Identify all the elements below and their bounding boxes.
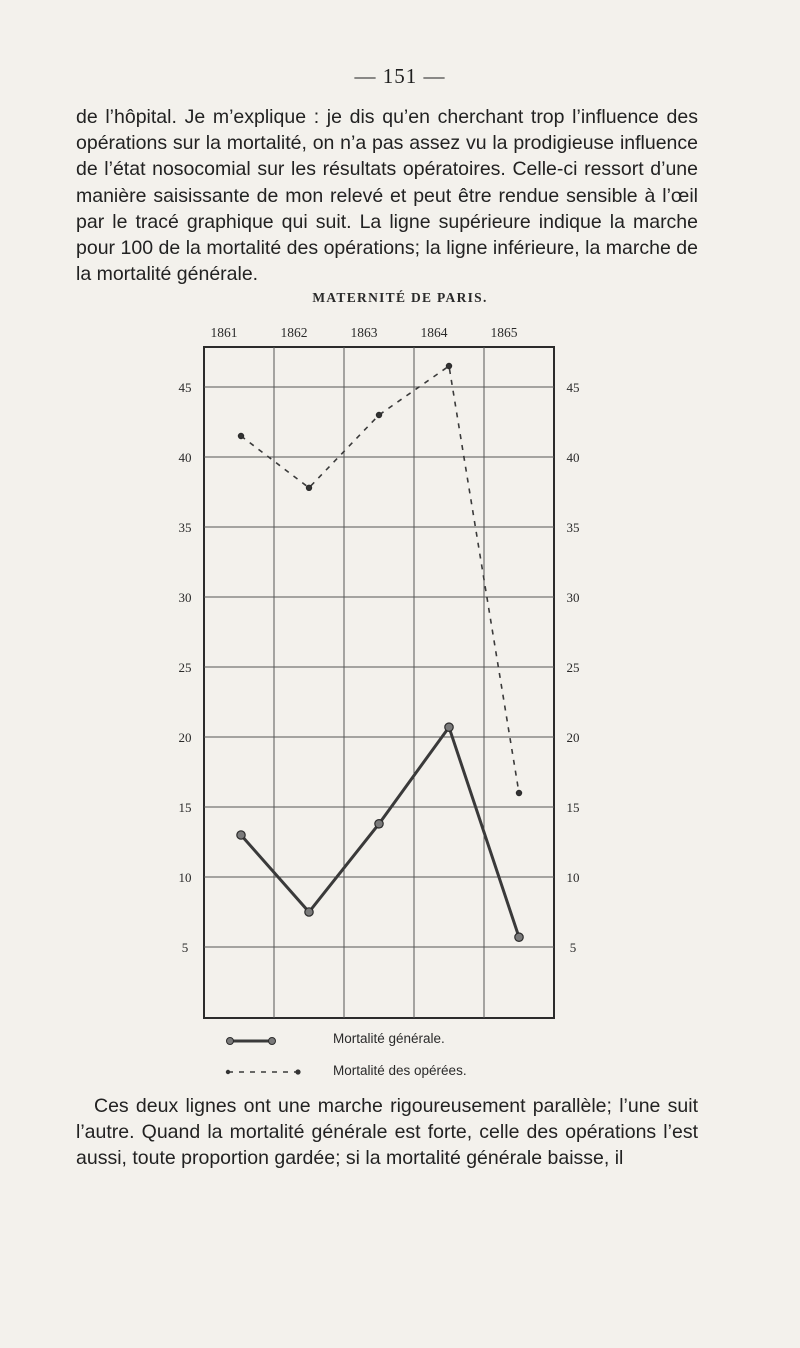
body-paragraph-top: de l’hôpital. Je m’explique : je dis qu’en cherchant trop l’influence des opérations sur la mortalité, on n’a pas assez vu la prodigieuse influence de l’état nosocomial sur les résultats opératoires. Celle-ci ressort d’une manière saisissante de mon relevé et peut être rendue sensible à l’œil par le tracé graphique qui suit. La ligne supérieure indique la marche pour 100 de la mortalité des opérations; la ligne inférieure, la marche de la mortalité générale. (76, 106, 698, 286)
y-tick-label-right: 10 (566, 870, 580, 885)
y-tick-label-right: 20 (566, 730, 580, 745)
page-number: — 151 — (354, 64, 446, 88)
data-point-mortalite-operees (376, 412, 381, 417)
legend-label-mortalite-operees: Mortalité des opérées. (333, 1063, 467, 1078)
chart-title: MATERNITÉ DE PARIS. (312, 290, 488, 305)
y-tick-label-left: 40 (178, 450, 192, 465)
legend-label-mortalite-generale: Mortalité générale. (333, 1031, 445, 1046)
y-tick-label-left: 10 (178, 870, 192, 885)
x-tick-label: 1862 (280, 325, 308, 340)
y-tick-label-right: 30 (566, 590, 580, 605)
x-tick-label: 1863 (350, 325, 378, 340)
x-tick-label: 1865 (490, 325, 518, 340)
legend-marker-mortalite-generale (227, 1038, 234, 1045)
y-tick-label-left: 45 (178, 380, 192, 395)
y-tick-label-left: 5 (181, 940, 189, 955)
data-point-mortalite-generale (237, 831, 245, 839)
data-point-mortalite-generale (445, 723, 453, 731)
data-point-mortalite-operees (306, 485, 311, 490)
data-point-mortalite-generale (305, 908, 313, 916)
data-point-mortalite-operees (238, 433, 243, 438)
y-tick-label-right: 15 (566, 800, 580, 815)
series-line-mortalite-generale (241, 727, 519, 937)
data-point-mortalite-generale (375, 820, 383, 828)
y-tick-label-left: 30 (178, 590, 192, 605)
data-point-mortalite-generale (515, 933, 523, 941)
y-tick-label-right: 35 (566, 520, 580, 535)
chart-frame (204, 347, 554, 1018)
y-tick-label-right: 5 (569, 940, 577, 955)
y-tick-label-left: 25 (178, 660, 192, 675)
y-tick-label-right: 45 (566, 380, 580, 395)
x-tick-label: 1864 (420, 325, 448, 340)
data-point-mortalite-operees (516, 790, 521, 795)
y-tick-label-right: 40 (566, 450, 580, 465)
y-tick-label-left: 20 (178, 730, 192, 745)
legend-marker-mortalite-operees (295, 1069, 300, 1074)
series-line-mortalite-operees (241, 366, 519, 793)
body-paragraph-bottom: Ces deux lignes ont une marche rigoureusement parallèle; l’une suit l’autre. Quand la mortalité générale est forte, celle des opérations l’est aussi, toute proportion gardée; si la mortalité générale baisse, il (76, 1095, 698, 1170)
y-tick-label-left: 15 (178, 800, 192, 815)
y-tick-label-left: 35 (178, 520, 192, 535)
legend-marker-mortalite-operees (226, 1070, 230, 1074)
y-tick-label-right: 25 (566, 660, 580, 675)
data-point-mortalite-operees (446, 363, 451, 368)
x-tick-label: 1861 (210, 325, 238, 340)
legend-marker-mortalite-generale (269, 1038, 276, 1045)
